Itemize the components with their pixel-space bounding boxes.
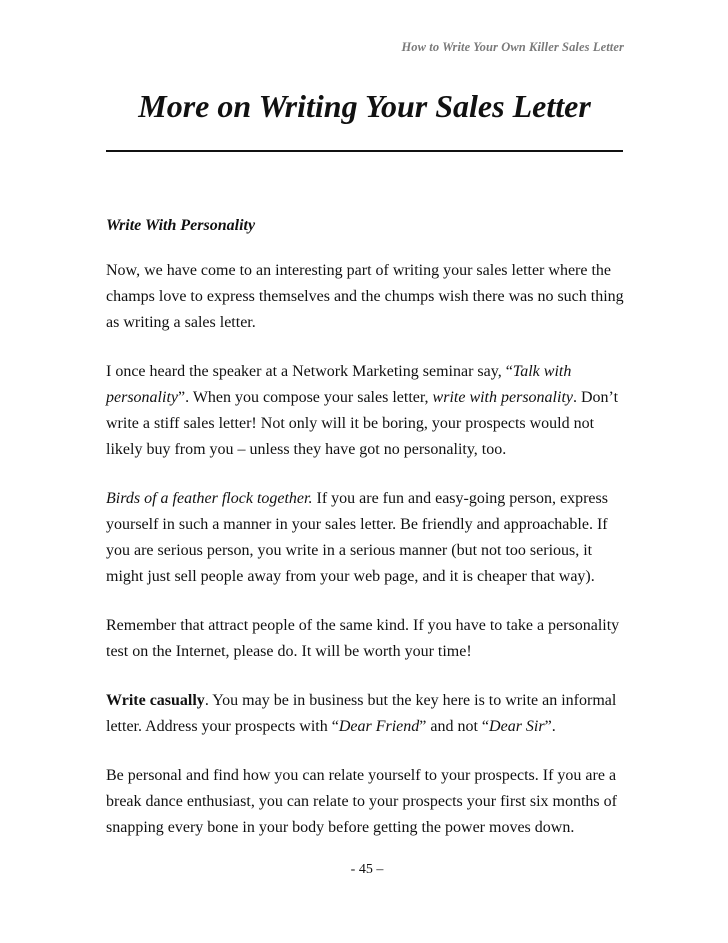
emphasis-proverb: Birds of a feather flock together. (106, 490, 313, 507)
chapter-title: More on Writing Your Sales Letter (138, 88, 591, 124)
text-run: If you are fun and easy-going person, express yourself in such a manner in your sales letter. Be friendly and approachable. If you are serious person, you write in a serious manner (but not too serious, it might just sell people away from your web page, and it is cheaper that way). (106, 490, 608, 585)
paragraph-intro: Now, we have come to an interesting part of writing your sales letter where the champs love to express themselves and the chumps wish there was no such thing as writing a sales letter. (106, 262, 624, 331)
paragraph-be-personal: Be personal and find how you can relate yourself to your prospects. If you are a break dance enthusiast, you can relate to your prospects your first six months of snapping every bone in your body before getting the power moves down. (106, 767, 617, 836)
paragraph-attract: Remember that attract people of the same kind. If you have to take a personality test on the Internet, please do. It will be worth your time! (106, 617, 620, 660)
text-run: ” and not “ (419, 718, 490, 735)
emphasis-write-with-personality: write with personality (432, 389, 573, 406)
title-divider (106, 150, 623, 152)
quote-dear-sir: Dear Sir (489, 718, 545, 735)
running-header: How to Write Your Own Killer Sales Letter (401, 40, 624, 54)
quote-talk-with-personality: Talk with personality (106, 363, 572, 406)
text-run: . You may be in business but the key here is to write an informal letter. Address your prospects with “ (106, 692, 617, 735)
text-run: ”. When you compose your sales letter, (178, 389, 433, 406)
paragraph-birds-of-a-feather (106, 486, 628, 590)
paragraph-write-casually (106, 688, 628, 740)
text-run: I once heard the speaker at a Network Marketing seminar say, “ (106, 363, 513, 380)
emphasis-write-casually: Write casually (106, 692, 205, 709)
page-body (106, 213, 628, 864)
paragraph-personality (106, 359, 628, 463)
text-run: . Don’t write a stiff sales letter! Not only will it be boring, your prospects would not likely buy from you – unless they have got no personality, too. (106, 389, 619, 458)
page-number: - 45 – (350, 862, 384, 877)
section-heading: Write With Personality (106, 217, 256, 234)
text-run: ”. (544, 718, 556, 735)
quote-dear-friend: Dear Friend (338, 718, 420, 735)
